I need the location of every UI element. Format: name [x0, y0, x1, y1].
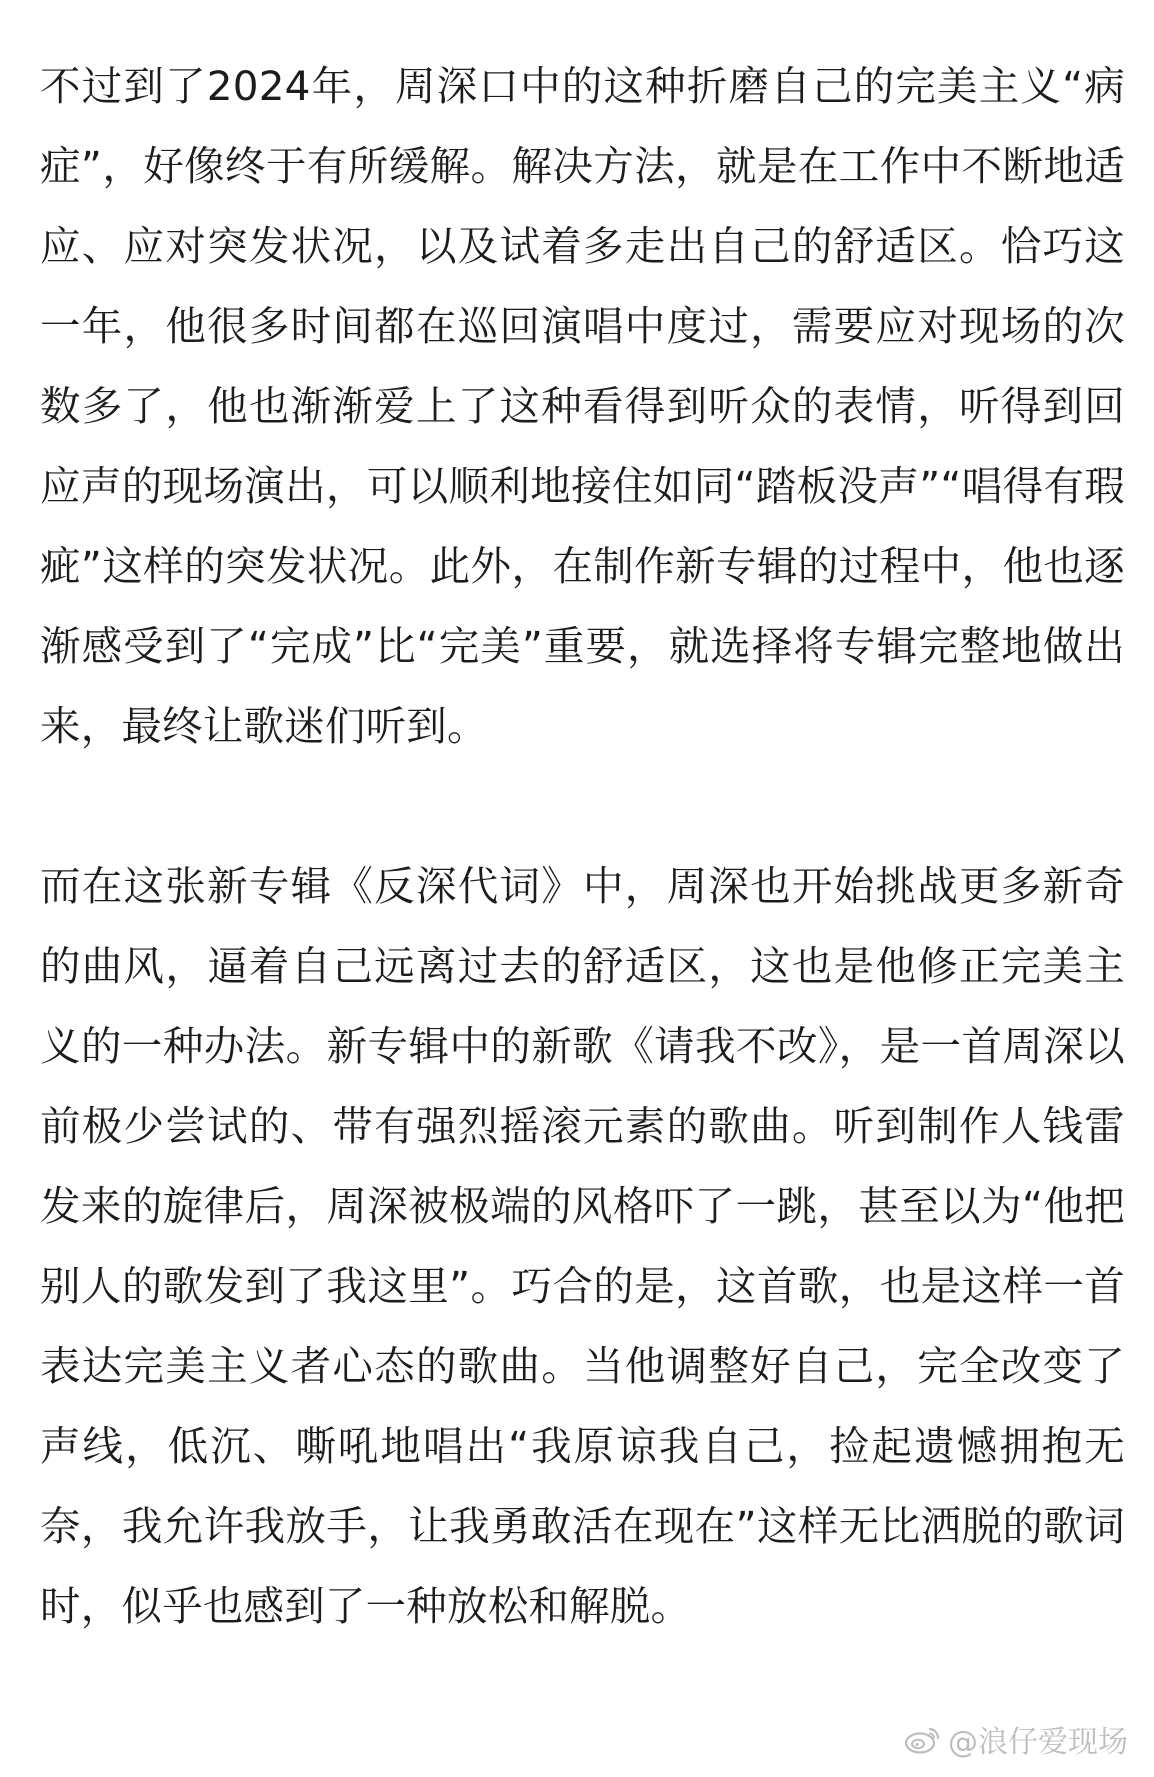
paragraph-spacer — [40, 766, 1125, 846]
paragraph-1: 不过到了2024年，周深口中的这种折磨自己的完美主义“病症”，好像终于有所缓解。解决方法，就是在工作中不断地适应、应对突发状况，以及试着多走出自己的舒适区。恰巧这一年，他很多时间都在巡回演唱中度过，需要应对现场的次数多了，他也渐渐爱上了这种看得到听众的表情，听得到回应声的现场演出，可以顺利地接住如同“踏板没声”“唱得有瑕疵”这样的突发状况。此外，在制作新专辑的过程中，他也逐渐感受到了“完成”比“完美”重要，就选择将专辑完整地做出来，最终让歌迷们听到。 — [40, 62, 1125, 750]
weibo-icon — [904, 1724, 942, 1754]
watermark-text: @浪仔爱现场 — [948, 1725, 1128, 1760]
article-body — [40, 46, 1125, 1646]
paragraph-2: 而在这张新专辑《反深代词》中，周深也开始挑战更多新奇的曲风，逼着自己远离过去的舒适区，这也是他修正完美主义的一种办法。新专辑中的新歌《请我不改》，是一首周深以前极少尝试的、带有强烈摇滚元素的歌曲。听到制作人钱雷发来的旋律后，周深被极端的风格吓了一跳，甚至以为“他把别人的歌发到了我这里”。巧合的是，这首歌，也是这样一首表达完美主义者心态的歌曲。当他调整好自己，完全改变了声线，低沉、嘶吼地唱出“我原谅我自己，捡起遗憾拥抱无奈，我允许我放手，让我勇敢活在现在”这样无比洒脱的歌词时，似乎也感到了一种放松和解脱。 — [40, 862, 1125, 1630]
watermark — [904, 1717, 1128, 1761]
